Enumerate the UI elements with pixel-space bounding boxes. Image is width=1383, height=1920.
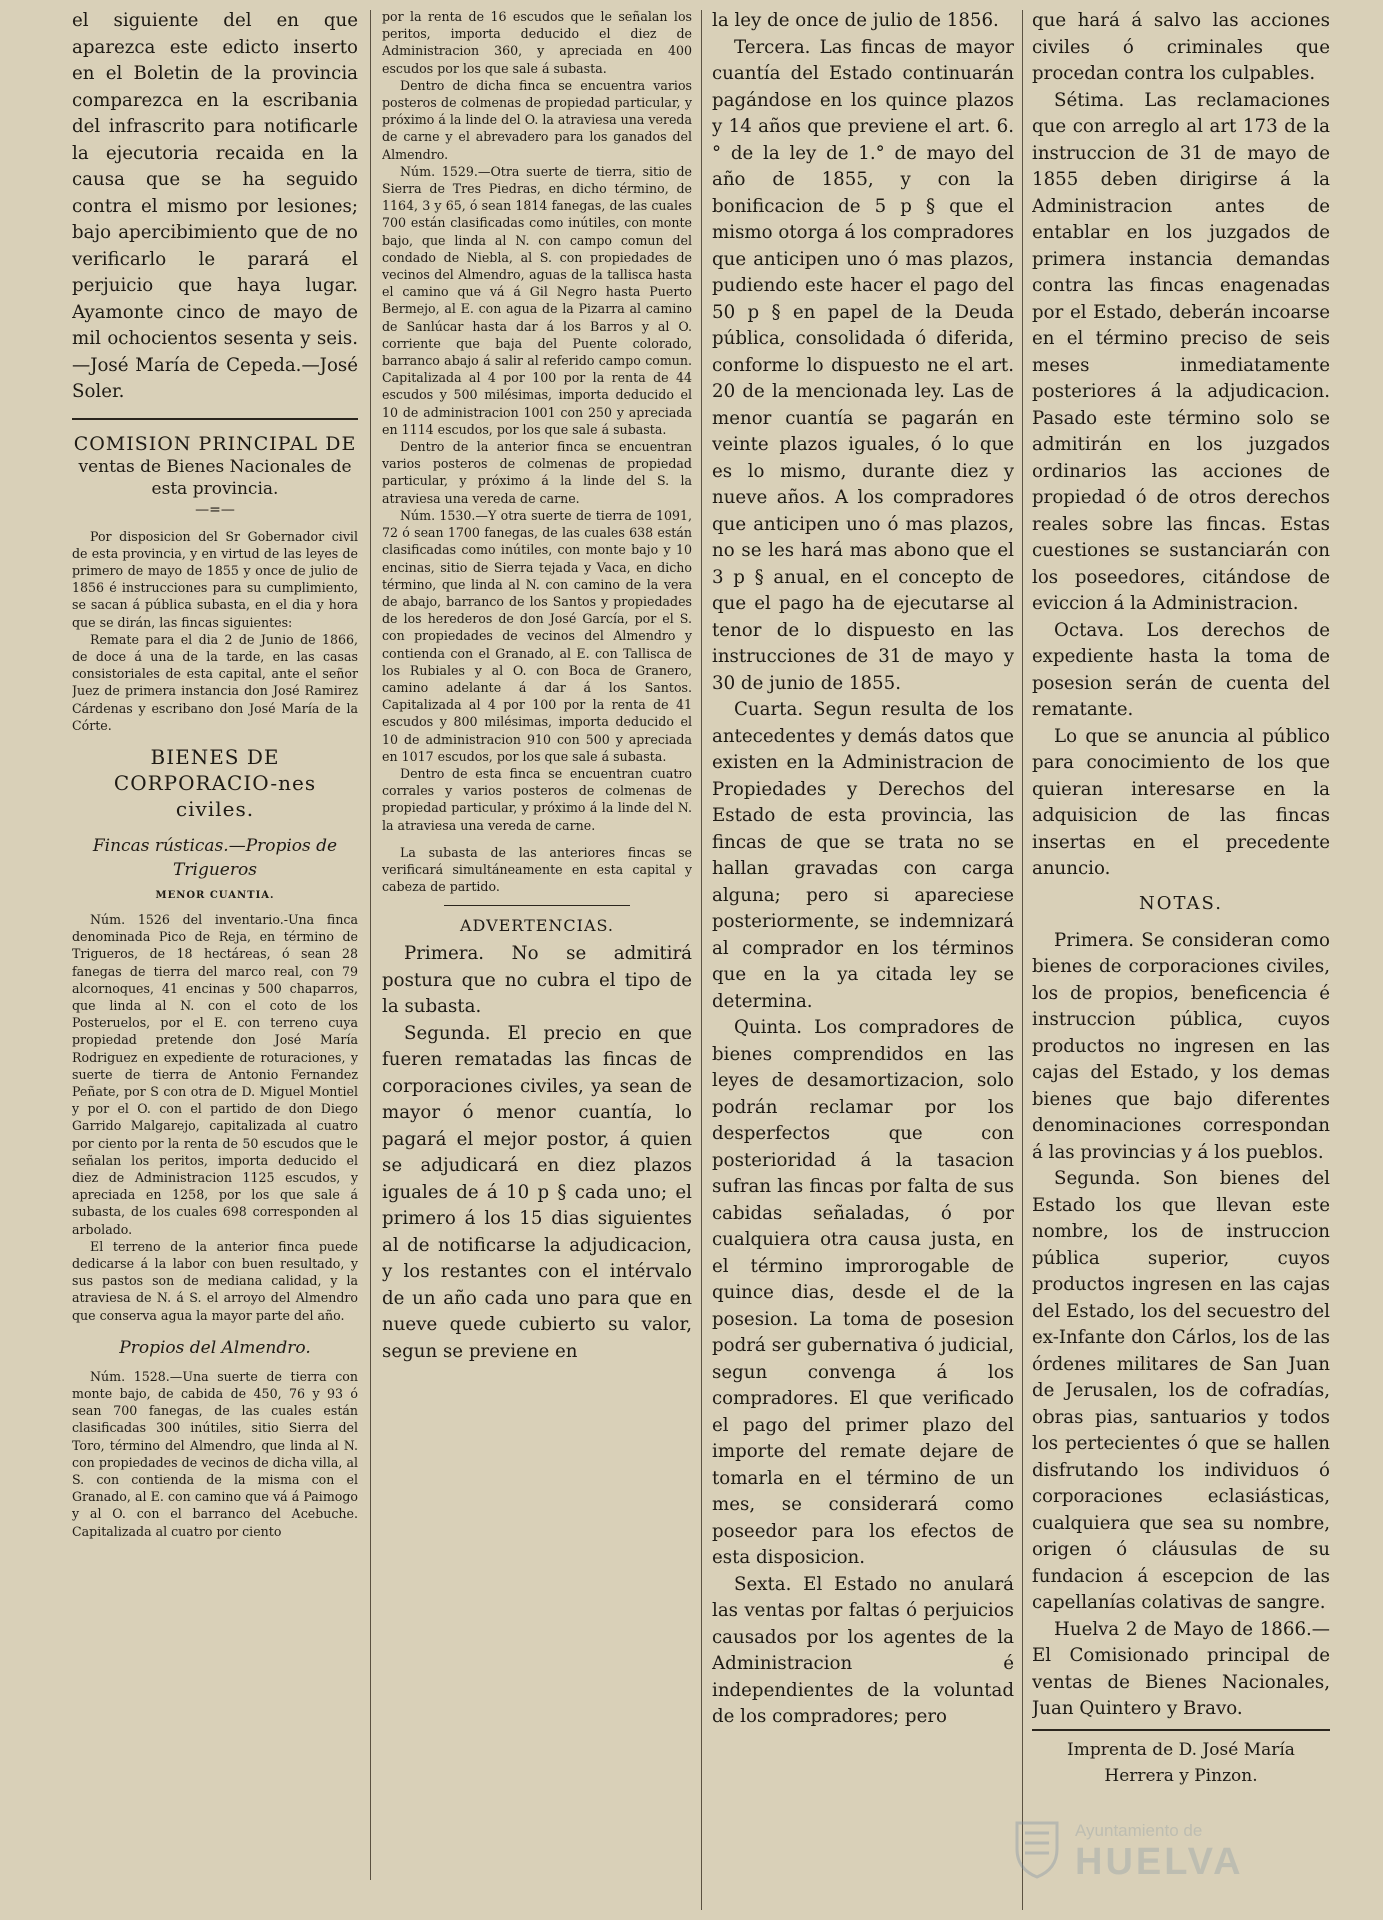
fincas-heading: Fincas rústicas.—Propios de Trigueros bbox=[92, 835, 338, 880]
anuncia-paragraph: Lo que se anuncia al público para conocimiento de los que quieran interesarse en la adquisicion de las fincas insertas en el precedente anuncio. bbox=[1032, 725, 1330, 879]
nota-segunda: Segunda. Son bienes del Estado los que llevan este nombre, los de instruccion pública superior, cuyos productos ingresen en las cajas del Estado, los del secuestro del ex-Infante don Cárlos, los de las órdenes militares de San Juan de Jerusalen, los de cofradías, obras pias, santuarios y todos los pertecientes ó que se hallen disfrutando los individuos ó corporaciones eclasiásticas, cualquiera que sea su nombre, origen ó cláusulas de su fundacion á escepcion de las capellanías colativas de sangre. bbox=[1032, 1168, 1330, 1613]
advertencia-octava: Octava. Los derechos de expediente hasta la toma de posesion serán de cuenta del rematante. bbox=[1032, 619, 1330, 720]
comision-subheading: ventas de Bienes Nacionales de esta provincia. bbox=[78, 456, 352, 499]
watermark-line2: HUELVA bbox=[1075, 1841, 1244, 1883]
column-rule bbox=[1022, 10, 1023, 1910]
shield-icon bbox=[1013, 1819, 1061, 1879]
finca-1529: Núm. 1529.—Otra suerte de tierra, sitio de Sierra de Tres Piedras, en dicho término, de 1164, 3 y 65, ó sean 1814 fanegas, de las cuales 700 están clasificadas como inútiles, con monte bajo, que linda al N. con campo comun del condado de Niebla, al S. con propiedades de vecinos del Almendro, aguas de la tallisca hasta el camino que vá á Gil Negro hasta Puerto Bermejo, al E. con agua de la Pizarra al camino de Sanlúcar hasta dar á los Barros y al O. corriente que baja del Puente colorado, barranco abajo á salir al referido campo comun. Capitalizada al 4 por 100 por la renta de 44 escudos y 500 milésimas, importa deducido el 10 de administracion 1001 con 250 y apreciada en 1114 escudos, por los que sale á subasta. bbox=[382, 163, 692, 437]
subasta-paragraph: La subasta de las anteriores fincas se verificará simultáneamente en esta capital y cabeza de partido. bbox=[382, 844, 692, 895]
watermark-line1: Ayuntamiento de bbox=[1075, 1821, 1203, 1840]
comision-heading: COMISION PRINCIPAL DE bbox=[73, 432, 357, 455]
dentro-paragraph-1: Dentro de dicha finca se encuentra varios posteros de colmenas de propiedad particular, y próximo á la linde del O. la atraviesa una vereda de carne y el abrevadero para los ganados del Almendro. bbox=[382, 77, 692, 162]
imprenta-credit: Imprenta de D. José María Herrera y Pinzon. bbox=[1067, 1739, 1295, 1786]
finca-1530: Núm. 1530.—Y otra suerte de tierra de 1091, 72 ó sean 1700 fanegas, de las cuales 638 están clasificadas como inútiles, con monte bajo y 10 encinas, sitio de Sierra tejada y Vaca, en dicho término, que linda al N. con camino de la vera de abajo, barranco de los Santos y propiedades de los herederos de don José García, por el S. con propiedades de vecinos del Almendro y contienda con el Granado, al E. con Tallisca de los Rubiales y al O. con Boca de Granero, camino adelante á dar á los Santos. Capitalizada al 4 por 100 por la renta de 41 escudos y 800 milésimas, importa deducido el 10 de administracion 910 con 500 y apreciada en 1017 escudos, por los que sale á subasta. bbox=[382, 507, 692, 764]
edict-ending: el siguiente del en que aparezca este edicto inserto en el Boletin de la provincia comparezca en la escribania del infrascrito para notificarle la ejecutoria recaida en la causa que se ha seguido contra el mismo por lesiones; bajo apercibimiento que de no verificarlo le parará el perjuicio que haya lugar. Ayamonte cinco de mayo de mil ochocientos sesenta y seis.—José María de Cepeda.—José Soler. bbox=[72, 10, 358, 402]
remate-paragraph: Remate para el dia 2 de Junio de 1866, de doce á una de la tarde, en las casas consistoriales de esta capital, ante el señor Juez de primera instancia don José Ramirez Cárdenas y escribano don José María de la Córte. bbox=[72, 631, 358, 733]
bienes-heading: BIENES DE CORPORACIO-nes civiles. bbox=[113, 744, 317, 821]
advertencia-quinta: Quinta. Los compradores de bienes comprendidos en las leyes de desamortizacion, solo podrán reclamar por los desperfectos que con posterioridad á la tasacion sufran las fincas por falta de sus cabidas señaladas, ó por cualquiera otra causa justa, en el término improrogable de quince dias, desde el de la posesion. La toma de posesion podrá ser gubernativa ó judicial, segun convenga á los compradores. El que verificado el pago del primer plazo del importe del remate dejare de tomarla en el término de un mes, se considerará como poseedor para los efectos de esta disposicion. bbox=[712, 1017, 1014, 1568]
ornament: —=— bbox=[195, 501, 235, 518]
segunda-continued: la ley de once de julio de 1856. bbox=[712, 10, 999, 31]
column-4 bbox=[1032, 8, 1330, 1789]
finca-1528-continued: por la renta de 16 escudos que le señalan los peritos, importa deducido el diez de Administracion 360, y apreciada en 400 escudos por los que sale á subasta. bbox=[382, 9, 692, 76]
column-rule bbox=[370, 10, 371, 1880]
advertencia-primera: Primera. No se admitirá postura que no cubra el tipo de la subasta. bbox=[382, 943, 692, 1018]
almendro-heading: Propios del Almendro. bbox=[119, 1337, 311, 1358]
short-divider bbox=[444, 905, 630, 906]
section-divider bbox=[72, 418, 358, 420]
disposicion-paragraph: Por disposicion del Sr Gobernador civil de esta provincia, y en virtud de las leyes de primero de mayo de 1855 y once de julio de 1856 é instrucciones para su cumplimiento, se sacan á pública subasta, en el dia y hora que se dirán, las fincas siguientes: bbox=[72, 528, 358, 630]
imprenta-divider bbox=[1032, 1729, 1330, 1731]
finca-1526: Núm. 1526 del inventario.-Una finca denominada Pico de Reja, en término de Trigueros, de 18 hectáreas, ó sean 28 fanegas de tierra del marco real, con 79 alcornoques, 41 encinas y 500 chaparros, que linda al N. con el coto de los Posteruelos, por el E. con terreno cuya propiedad pretende don José María Rodriguez en expediente de roturaciones, y suerte de tierra de Antonio Fernandez Peñate, por S con otra de D. Miguel Montiel y por el O. con el partido de don Diego Garrido Malgarejo, capitalizada al cuatro por ciento por la renta de 50 escudos que le señalan los peritos, importa deducido el diez de Administracion 1125 escudos, y apreciada en 1258, por los que sale á subasta, de los cuales 698 corresponden al arbolado. bbox=[72, 911, 358, 1237]
sexta-continued: que hará á salvo las acciones civiles ó criminales que procedan contra los culpables. bbox=[1032, 10, 1330, 84]
advertencia-setima: Sétima. Las reclamaciones que con arreglo al art 173 de la instruccion de 31 de mayo de 1855 deben dirigirse á la Administracion antes de entablar en los juzgados de primera instancia demandas contra las fincas enagenadas por el Estado, deberán incoarse en el término preciso de seis meses inmediatamente posteriores á la adjudicacion. Pasado este término solo se admitirán en los juzgados ordinarios las acciones de propiedad ó de otros derechos reales sobre las fincas. Estas cuestiones se sustanciarán con los poseedores, citándose de eviccion á la Administracion. bbox=[1032, 89, 1330, 614]
signature-paragraph: Huelva 2 de Mayo de 1866.—El Comisionado principal de ventas de Bienes Nacionales, Juan Quintero y Bravo. bbox=[1032, 1618, 1330, 1719]
terreno-paragraph: El terreno de la anterior finca puede dedicarse á la labor con buen resultado, y sus pastos son de mediana calidad, y la atraviesa de N. á S. el arroyo del Almendro que conserva agua la mayor parte del año. bbox=[72, 1238, 358, 1323]
column-2 bbox=[382, 8, 692, 1365]
ayuntamiento-watermark bbox=[1005, 1815, 1305, 1885]
column-rule bbox=[701, 10, 702, 1910]
dentro-paragraph-2: Dentro de la anterior finca se encuentran varios posteros de colmenas de propiedad particular, y próximo á la linde del S. la atraviesa una vereda de carne. bbox=[382, 439, 692, 506]
nota-primera: Primera. Se consideran como bienes de corporaciones civiles, los de propios, beneficencia é instruccion pública, cuyos productos no ingresen en las cajas del Estado, y los demas bienes que bajo diferentes denominaciones correspondan á las provincias y á los pueblos. bbox=[1032, 929, 1330, 1163]
notas-heading: NOTAS. bbox=[1139, 892, 1223, 914]
dentro-paragraph-3: Dentro de esta finca se encuentran cuatro corrales y varios posteros de colmenas de propiedad particular, y próximo á la linde del N. la atraviesa una vereda de carne. bbox=[382, 765, 692, 833]
menor-cuantia-heading: MENOR CUANTIA. bbox=[155, 889, 275, 901]
advertencia-segunda: Segunda. El precio en que fueren rematadas las fincas de corporaciones civiles, ya sean de mayor ó menor cuantía, lo pagará el mejor postor, á quien se adjudicará en diez plazos iguales de á 10 p § cada uno; el primero á los 15 dias siguientes al de notificarse la adjudicacion, y los restantes con el intérvalo de un año cada uno para que en nueve quede cubierto su valor, segun se previene en bbox=[382, 1022, 692, 1362]
finca-1528: Núm. 1528.—Una suerte de tierra con monte bajo, de cabida de 450, 76 y 93 ó sean 700 fanegas, de las cuales están clasificadas 300 inútiles, sitio Sierra del Toro, término del Almendro, que linda al N. con propiedades de vecinos de dicha villa, al S. con contienda de la misma con el Granado, al E. con camino que vá á Paimogo y al O. con el barranco del Acebuche. Capitalizada al cuatro por ciento bbox=[72, 1368, 358, 1539]
advertencia-cuarta: Cuarta. Segun resulta de los antecedentes y demás datos que existen en la Administracion de Propiedades y Derechos del Estado de esta provincia, las fincas de que se trata no se hallan gravadas con carga alguna; pero si apareciese posteriormente, se indemnizará al comprador en los términos que en la ya citada ley se determina. bbox=[712, 699, 1014, 1012]
column-1 bbox=[72, 8, 358, 1540]
advertencias-heading: ADVERTENCIAS. bbox=[459, 916, 615, 936]
column-3 bbox=[712, 8, 1014, 1731]
advertencia-sexta: Sexta. El Estado no anulará las ventas por faltas ó perjuicios causados por los agentes de la Administracion é independientes de la voluntad de los compradores; pero bbox=[712, 1573, 1014, 1727]
advertencia-tercera: Tercera. Las fincas de mayor cuantía del Estado continuarán pagándose en los quince plazos y 14 años que previene el art. 6.° de la ley de 1.° de mayo del año de 1855, y con la bonificacion de 5 p § que el mismo otorga á los compradores que anticipen uno ó mas plazos, pudiendo este hacer el pago del 50 p § en papel de la Deuda pública, consolidada ó diferida, conforme lo dispuesto ne el art. 20 de la mencionada ley. Las de menor cuantía se pagarán en veinte plazos iguales, ó lo que es lo mismo, durante diez y nueve años. A los compradores que anticipen uno ó mas plazos, no se les hará mas abono que el 3 p § anual, en el concepto de que el pago ha de ejecutarse al tenor de lo dispuesto en las instrucciones de 31 de mayo y 30 de junio de 1855. bbox=[712, 36, 1014, 694]
